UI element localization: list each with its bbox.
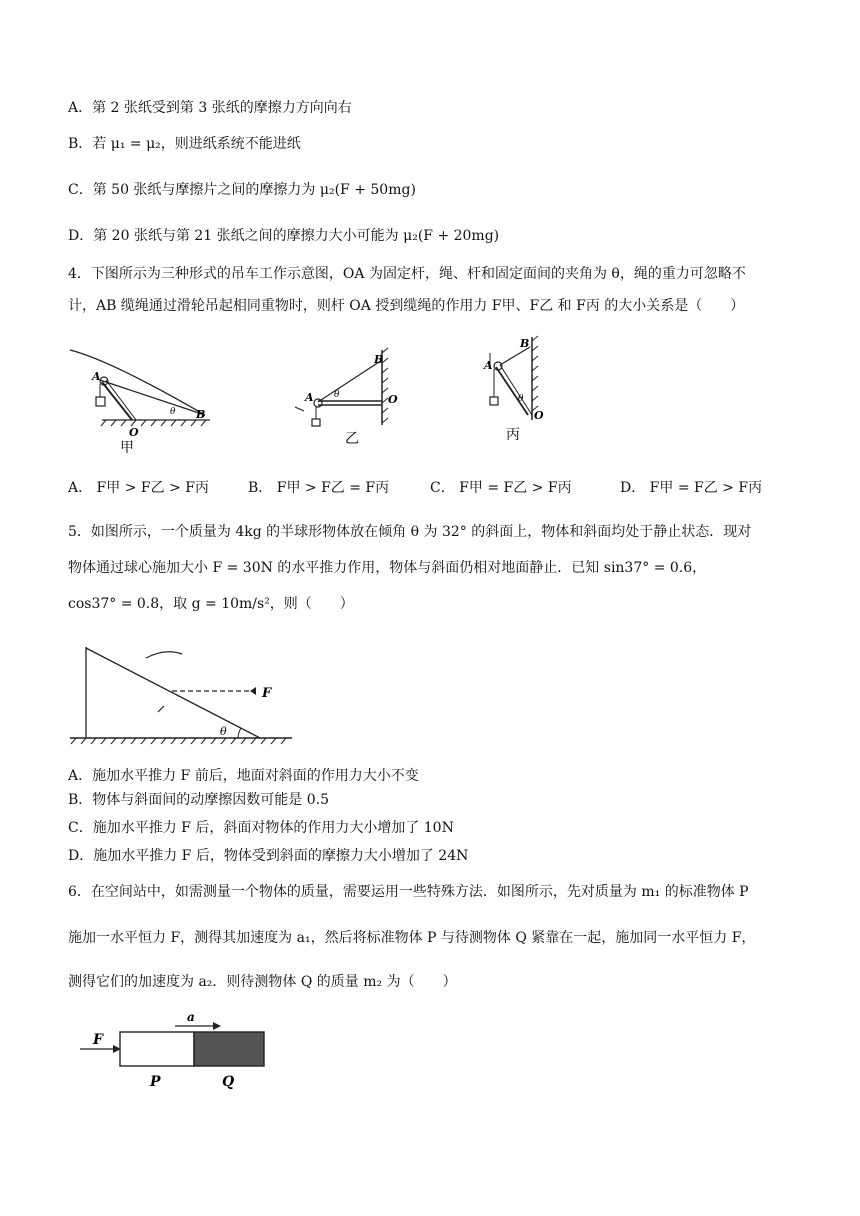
- label-a: a: [187, 1010, 195, 1024]
- label-q: Q: [222, 1074, 235, 1090]
- label-o: O: [388, 393, 398, 406]
- block-q: [194, 1032, 264, 1066]
- q4-options: [68, 478, 828, 498]
- label-p: P: [150, 1074, 161, 1090]
- q4-option-c: C． F甲 = F乙 > F丙: [430, 480, 572, 496]
- q4-stem-line2: 计，AB 缆绳通过滑轮吊起相同重物时，则杆 OA 授到缆绳的作用力 F甲、F乙 和 F丙 的大小关系是（ ）: [68, 298, 745, 314]
- q4-stem-line1: 4．下图所示为三种形式的吊车工作示意图，OA 为固定杆，绳、杆和固定面间的夹角为 θ，绳的重力可忽略不: [68, 266, 746, 282]
- label-yi: 乙: [345, 431, 359, 447]
- q6-stem-line2: 施加一水平恒力 F，测得其加速度为 a₁，然后将标准物体 P 与待测物体 Q 紧靠在一起，施加同一水平恒力 F，: [68, 930, 756, 946]
- q5-stem-line1: 5．如图所示，一个质量为 4kg 的半球形物体放在倾角 θ 为 32° 的斜面上，物体和斜面均处于静止状态．现对: [68, 524, 752, 540]
- block-p: [120, 1032, 194, 1066]
- label-a: A: [92, 370, 101, 383]
- q5-option-b: B．物体与斜面间的动摩擦因数可能是 0.5: [68, 792, 330, 808]
- q3-option-d: D．第 20 张纸与第 21 张纸之间的摩擦力大小可能为 μ₂(F + 20mg): [68, 228, 500, 244]
- label-theta: θ: [220, 725, 227, 738]
- q5-stem-line2: 物体通过球心施加大小 F = 30N 的水平推力作用，物体与斜面仍相对地面静止．已知 sin37° = 0.6，: [68, 560, 707, 576]
- q4-option-b: B． F甲 > F乙 = F丙: [248, 480, 390, 496]
- q4-figure-bing: [480, 335, 560, 450]
- label-f: F: [262, 686, 272, 701]
- label-f: F: [93, 1032, 103, 1048]
- q6-stem-line3: 测得它们的加速度为 a₂．则待测物体 Q 的质量 m₂ 为（ ）: [68, 974, 457, 990]
- q5-figure-incline: [70, 632, 300, 752]
- label-a: A: [484, 359, 493, 372]
- label-theta: θ: [334, 390, 340, 400]
- q3-option-c: C．第 50 张纸与摩擦片之间的摩擦力为 μ₂(F + 50mg): [68, 182, 416, 198]
- q5-option-d: D．施加水平推力 F 后，物体受到斜面的摩擦力大小增加了 24N: [68, 848, 469, 864]
- label-theta: θ: [170, 407, 176, 417]
- q3-option-a: A．第 2 张纸受到第 3 张纸的摩擦力方向向右: [68, 100, 352, 116]
- label-o: O: [534, 409, 544, 422]
- q5-option-c: C．施加水平推力 F 后，斜面对物体的作用力大小增加了 10N: [68, 820, 454, 836]
- q4-option-d: D． F甲 = F乙 > F丙: [620, 480, 763, 496]
- q4-figure-yi: [290, 345, 410, 450]
- label-bing: 丙: [506, 427, 520, 443]
- label-a: A: [305, 391, 314, 404]
- label-theta: θ: [518, 394, 524, 404]
- q3-option-b: B．若 μ₁ = μ₂，则进纸系统不能进纸: [68, 136, 301, 152]
- q6-stem-line1: 6．在空间站中，如需测量一个物体的质量，需要运用一些特殊方法．如图所示，先对质量为 m₁ 的标准物体 P: [68, 884, 749, 900]
- q6-figure-blocks: [75, 1008, 275, 1088]
- q4-option-a: A． F甲 > F乙 > F丙: [68, 480, 209, 496]
- q5-stem-line3: cos37° = 0.8，取 g = 10m/s²，则（ ）: [68, 596, 354, 612]
- label-b: B: [520, 337, 530, 350]
- q5-option-a: A．施加水平推力 F 前后，地面对斜面的作用力大小不变: [68, 768, 419, 784]
- q4-figure-jia: [70, 340, 220, 455]
- label-o: O: [129, 426, 139, 439]
- label-b: B: [196, 408, 206, 421]
- label-b: B: [374, 353, 384, 366]
- label-jia: 甲: [120, 440, 134, 456]
